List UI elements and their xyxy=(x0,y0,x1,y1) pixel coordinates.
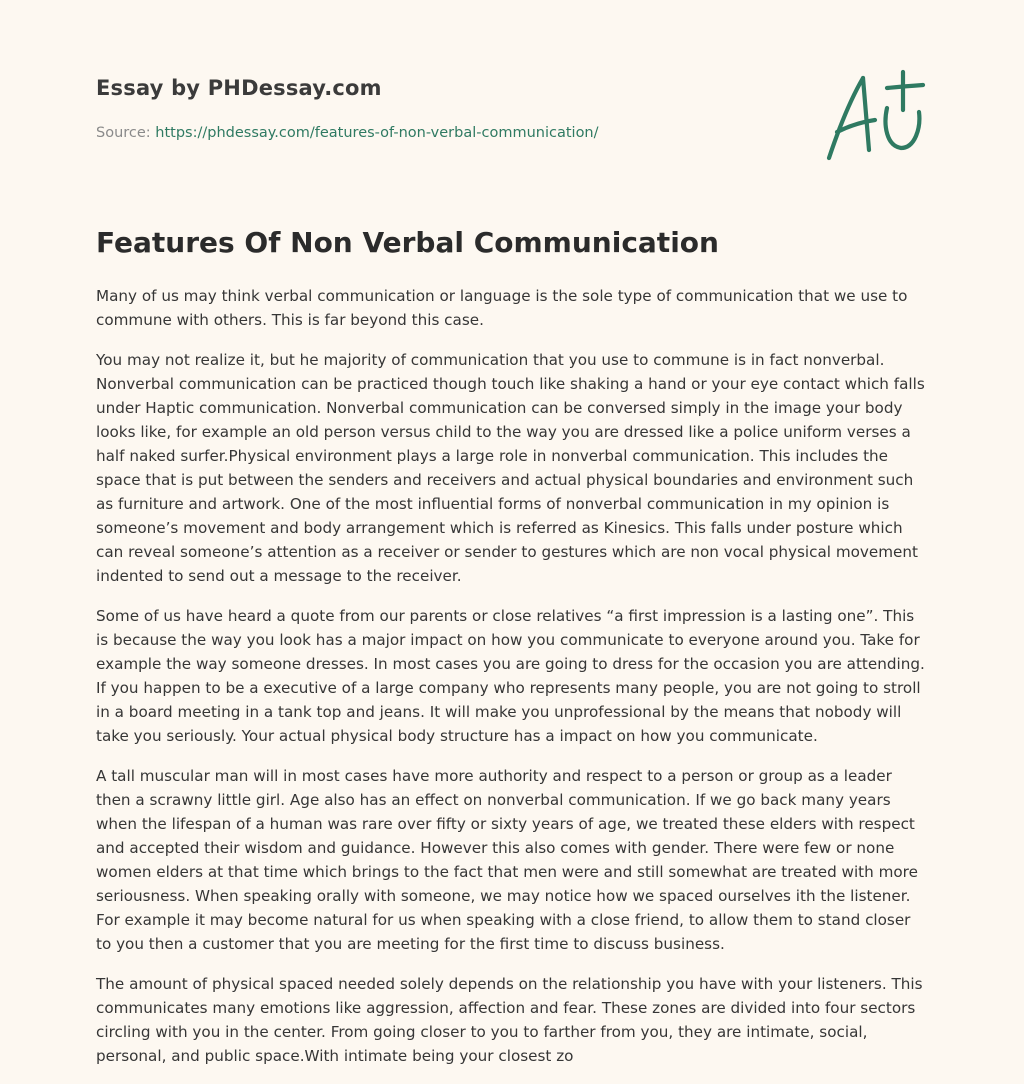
site-brand[interactable]: Essay by PHDessay.com xyxy=(96,76,382,100)
source-label: Source: xyxy=(96,125,156,141)
page-header xyxy=(96,0,936,190)
essay-paragraph: The amount of physical spaced needed solely depends on the relationship you have with your listeners. This communicates many emotions like aggression, affection and fear. These zones are divided into four sectors circling with you in the center. From going closer to you to farther from you, they are intimate, social, personal, and public space.With intimate being your closest zo xyxy=(96,975,923,1065)
essay-paragraph: Some of us have heard a quote from our parents or close relatives “a first impression is a lasting one”. This is because the way you look has a major impact on how you communicate to everyone around you. Take for example the way someone dresses. In most cases you are going to dress for the occasion you are attending. If you happen to be a executive of a large company who represents many people, you are not going to stroll in a board meeting in a tank top and jeans. It will make you unprofessional by the means that nobody will take you seriously. Your actual physical body structure has a impact on how you communicate. xyxy=(96,607,925,745)
source-line xyxy=(96,125,599,141)
essay-paragraph: You may not realize it, but he majority of communication that you use to commune is in fact nonverbal. Nonverbal communication can be practiced though touch like shaking a hand or your eye contact which falls under Haptic communication. Nonverbal communication can be conversed simply in the image your body looks like, for example an old person versus child to the way you are dressed like a police uniform verses a half naked surfer.Physical environment plays a large role in nonverbal communication. This includes the space that is put between the senders and receivers and actual physical boundaries and environment such as furniture and artwork. One of the most influential forms of nonverbal communication in my opinion is someone’s movement and body arrangement which is referred as Kinesics. This falls under posture which can reveal someone’s attention as a receiver or sender to gestures which are non vocal physical movement indented to send out a message to the receiver. xyxy=(96,351,925,585)
source-link[interactable]: https://phdessay.com/features-of-non-verbal-communication/ xyxy=(155,125,599,141)
essay-paragraph: Many of us may think verbal communication or language is the sole type of communication that we use to commune with others. This is far beyond this case. xyxy=(96,287,908,329)
essay-paragraph: A tall muscular man will in most cases have more authority and respect to a person or group as a leader then a scrawny little girl. Age also has an effect on nonverbal communication. If we go back many years when the lifespan of a human was rare over fifty or sixty years of age, we treated these elders with respect and accepted their wisdom and guidance. However this also comes with gender. There were few or none women elders at that time which brings to the fact that men were and still somewhat are treated with more seriousness. When speaking orally with someone, we may notice how we spaced ourselves ith the listener. For example it may become natural for us when speaking with a close friend, to allow them to stand closer to you then a customer that you are meeting for the first time to discuss business. xyxy=(96,767,918,953)
a-plus-logo-icon xyxy=(823,64,927,166)
essay-title: Features Of Non Verbal Communication xyxy=(96,226,719,259)
essay-body xyxy=(96,284,930,1084)
